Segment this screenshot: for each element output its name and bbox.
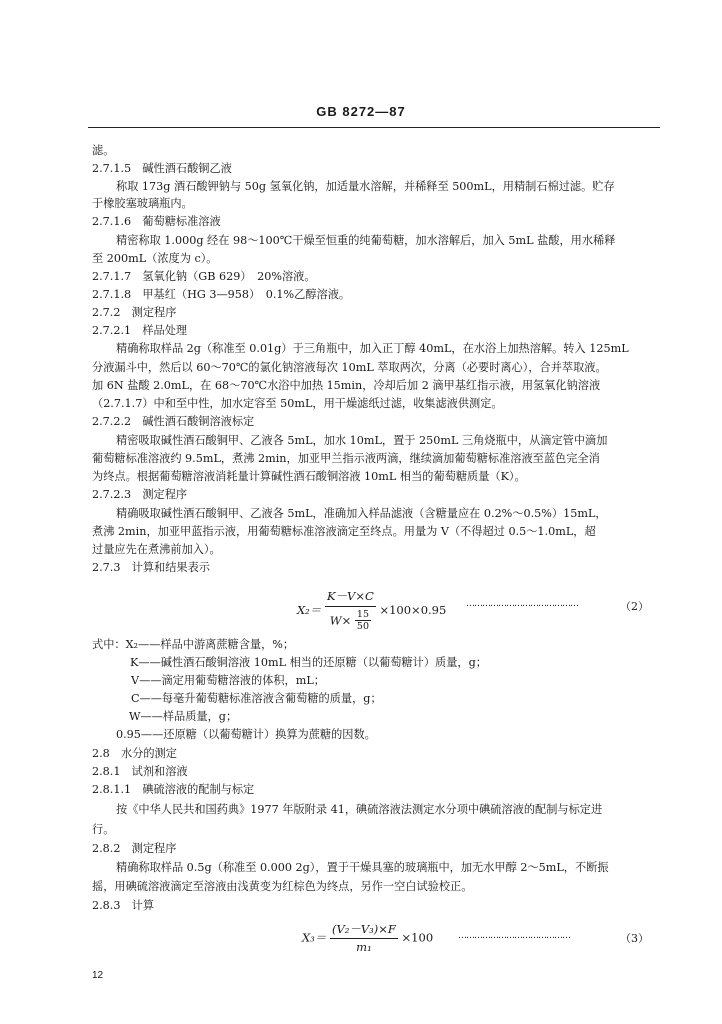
text-line: 滤。 bbox=[92, 144, 115, 157]
text-line: （2.7.1.7）中和至中性，加水定容至 50mL，用干燥滤纸过滤，收集滤液供测定。 bbox=[92, 397, 503, 410]
text-line: 按《中华人民共和国药典》1977 年版附录 41，碘硫溶液法测定水分项中碘硫溶液的配制与标定进 bbox=[116, 803, 603, 816]
eq2-tail: ×100×0.95 bbox=[379, 603, 447, 617]
text-line: 煮沸 2min，加亚甲蓝指示液，用葡萄糖标准溶液滴定至终点。用量为 V（不得超过 0.5～1.0mL，超 bbox=[92, 525, 596, 538]
definition-line: C——每毫升葡萄糖标准溶液含葡萄糖的质量，g； bbox=[131, 692, 382, 705]
text-line: 2.8.3 计算 bbox=[92, 899, 155, 912]
text-line: 2.7.3 计算和结果表示 bbox=[92, 561, 210, 574]
eq2-fraction bbox=[325, 588, 376, 632]
eq3-lhs: X₃＝ bbox=[302, 930, 327, 945]
text-line: 2.7.2.2 碱性酒石酸铜溶液标定 bbox=[92, 415, 255, 428]
eq2-numerator: K－V×C bbox=[325, 588, 376, 607]
eq3-numerator: (V₂－V₃)×F bbox=[330, 921, 398, 939]
text-line: 2.7.2 测定程序 bbox=[92, 306, 177, 319]
definition-line: V——滴定用葡萄糖溶液的体积，mL； bbox=[131, 674, 325, 687]
text-line: 2.7.1.8 甲基红（HG 3—958） 0.1%乙醇溶液。 bbox=[92, 288, 351, 301]
eq2-den-den: 50 bbox=[356, 621, 369, 632]
text-line: 2.7.1.6 葡萄糖标准溶液 bbox=[92, 215, 221, 228]
eq2-den-pre: W× bbox=[329, 613, 352, 628]
definition-line: W——样品质量，g； bbox=[129, 710, 238, 723]
eq3-denominator: m₁ bbox=[356, 940, 372, 954]
text-line: 2.8.2 测定程序 bbox=[92, 842, 177, 855]
text-line: 2.7.2.1 样品处理 bbox=[92, 324, 188, 337]
text-line: 2.7.1.7 氢氧化钠（GB 629） 20%溶液。 bbox=[92, 270, 316, 283]
text-line: 称取 173g 酒石酸钾钠与 50g 氢氧化钠，加适量水溶解，并稀释至 500mL，用精制石棉过滤。贮存 bbox=[116, 180, 615, 193]
text-line: 精确称取样品 0.5g（称准至 0.000 2g），置于干燥具塞的玻璃瓶中，加无水甲醇 2～5mL，不断振 bbox=[116, 861, 609, 874]
text-line: 精确吸取碱性酒石酸铜甲、乙液各 5mL，准确加入样品滤液（含糖量应在 0.2%～0.5%）15mL， bbox=[116, 507, 607, 520]
text-line: 精密吸取碱性酒石酸铜甲、乙液各 5mL，加水 10mL，置于 250mL 三角烧瓶中，从滴定管中滴加 bbox=[116, 434, 608, 447]
header-rule bbox=[88, 127, 660, 128]
eq2-denominator bbox=[325, 607, 376, 632]
equation-3 bbox=[302, 921, 433, 954]
eq3-fraction bbox=[330, 921, 398, 954]
text-line: 过量应先在煮沸前加入）。 bbox=[92, 543, 221, 556]
text-line: 2.8.1.1 碘硫溶液的配制与标定 bbox=[92, 783, 255, 796]
page-header: GB 8272—87 bbox=[316, 104, 406, 119]
eq3-dots: …………………………………… bbox=[458, 931, 570, 941]
page-number: 12 bbox=[92, 970, 104, 981]
text-line: 为终点。根据葡萄糖溶液消耗量计算碱性酒石酸铜溶液 10mL 相当的葡萄糖质量（K）。 bbox=[92, 470, 526, 483]
text-line: 2.8.1 试剂和溶液 bbox=[92, 765, 188, 778]
eq3-tail: ×100 bbox=[401, 930, 434, 945]
eq2-den-fraction bbox=[355, 609, 371, 632]
text-line: 2.8 水分的测定 bbox=[92, 747, 177, 760]
text-line: 至 200mL（浓度为 c）。 bbox=[92, 252, 218, 265]
eq2-den-num: 15 bbox=[356, 609, 369, 620]
text-line: 摇，用碘硫溶液滴定至溶液由浅黄变为红棕色为终点，另作一空白试验校正。 bbox=[92, 880, 473, 893]
text-line: 2.7.2.3 测定程序 bbox=[92, 488, 188, 501]
text-line: 于橡胶塞玻璃瓶内。 bbox=[92, 197, 193, 210]
definition-line: 0.95——还原糖（以葡萄糖计）换算为蔗糖的因数。 bbox=[116, 728, 376, 741]
equation-2 bbox=[297, 588, 446, 632]
text-line: 葡萄糖标准溶液约 9.5mL，煮沸 2min，加亚甲兰指示液两滴，继续滴加葡萄糖标准溶液至蓝色完全消 bbox=[92, 452, 600, 465]
definition-line: 式中：X₂——样品中游离蔗糖含量，%； bbox=[92, 638, 295, 651]
eq2-dots: …………………………………… bbox=[466, 599, 578, 609]
eq2-lhs: X₂＝ bbox=[297, 603, 322, 617]
definition-line: K——碱性酒石酸铜溶液 10mL 相当的还原糖（以葡萄糖计）质量，g； bbox=[130, 656, 487, 669]
text-line: 精密称取 1.000g 经在 98～100℃干燥至恒重的纯葡萄糖，加水溶解后，加入 5mL 盐酸，用水稀释 bbox=[116, 234, 616, 247]
text-line: 2.7.1.5 碱性酒石酸铜乙液 bbox=[92, 162, 232, 175]
text-line: 加 6N 盐酸 2.0mL，在 68～70℃水浴中加热 15min，冷却后加 2 滴甲基红指示液，用氢氧化钠溶液 bbox=[92, 379, 601, 392]
text-line: 分液漏斗中，然后以 60～70℃的氯化钠溶液每次 10mL 萃取两次，分离（必要时离心），合并萃取液。 bbox=[92, 361, 607, 374]
text-line: 行。 bbox=[92, 823, 115, 836]
text-line: 精确称取样品 2g（称准至 0.01g）于三角瓶中，加入正丁醇 40mL，在水浴上加热溶解。转入 125mL bbox=[116, 342, 629, 355]
eq2-number: （2） bbox=[620, 600, 649, 613]
eq3-number: （3） bbox=[620, 932, 649, 945]
